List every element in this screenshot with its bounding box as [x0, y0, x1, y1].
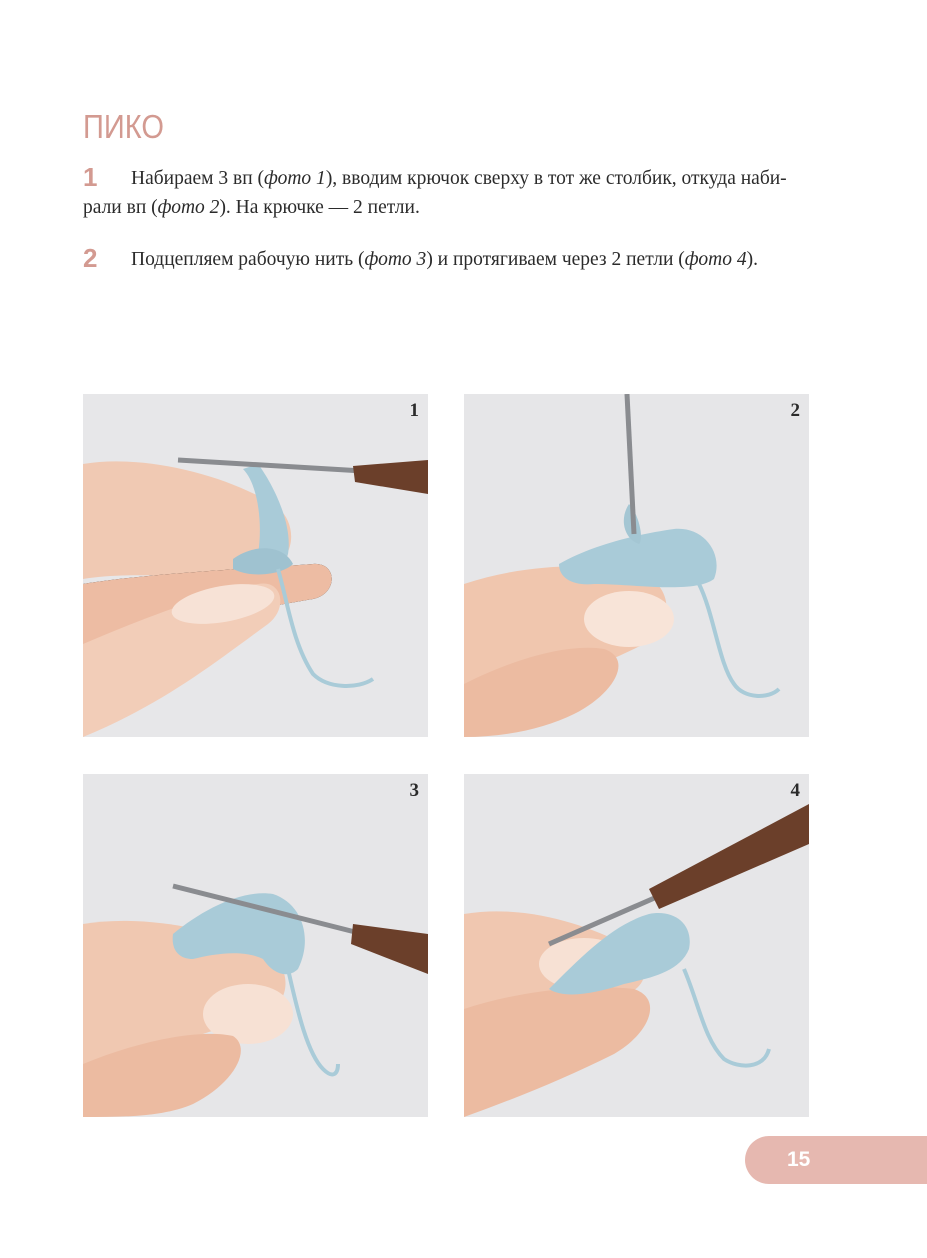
photo-number: 3: [409, 780, 419, 801]
photo-1: [83, 394, 428, 737]
step-text-part: ) и протягиваем через 2 петли (: [426, 249, 685, 270]
photo-number: 4: [790, 780, 800, 801]
step-text-part: ). На крючке — 2 петли.: [219, 197, 420, 218]
section-title: ПИКО: [83, 108, 164, 145]
step-text: [83, 164, 803, 222]
step-text-part: Набираем 3 вп (: [131, 168, 265, 189]
photo-reference: фото 3: [364, 249, 427, 270]
photo-reference: фото 4: [684, 249, 747, 270]
photo-4: [464, 774, 809, 1117]
page-number: 15: [787, 1148, 811, 1171]
photo-number: 1: [409, 400, 419, 421]
step-text-part: Подцепляем рабочую нить (: [131, 249, 365, 270]
photo-illustration: [83, 774, 428, 1117]
step-number: 1: [83, 162, 98, 192]
page-number-tab: [745, 1136, 927, 1184]
step-text-part: ).: [746, 249, 758, 270]
step-number: 2: [83, 243, 98, 273]
step-text-part: ), вводим крючок сверху в тот же столбик, откуда наби-: [325, 168, 787, 189]
photo-3: [83, 774, 428, 1117]
photo-number: 2: [790, 400, 800, 421]
step-text-line-2: [83, 193, 803, 222]
step-text: [131, 245, 803, 274]
photo-illustration: [464, 774, 809, 1117]
photo-2: [464, 394, 809, 737]
step-text-part: рали вп (: [83, 197, 158, 218]
photo-illustration: [464, 394, 809, 737]
photo-reference: фото 2: [157, 197, 220, 218]
photo-reference: фото 1: [264, 168, 326, 189]
step-2: [83, 245, 803, 274]
step-1: [83, 164, 803, 222]
photo-illustration: [83, 394, 428, 737]
